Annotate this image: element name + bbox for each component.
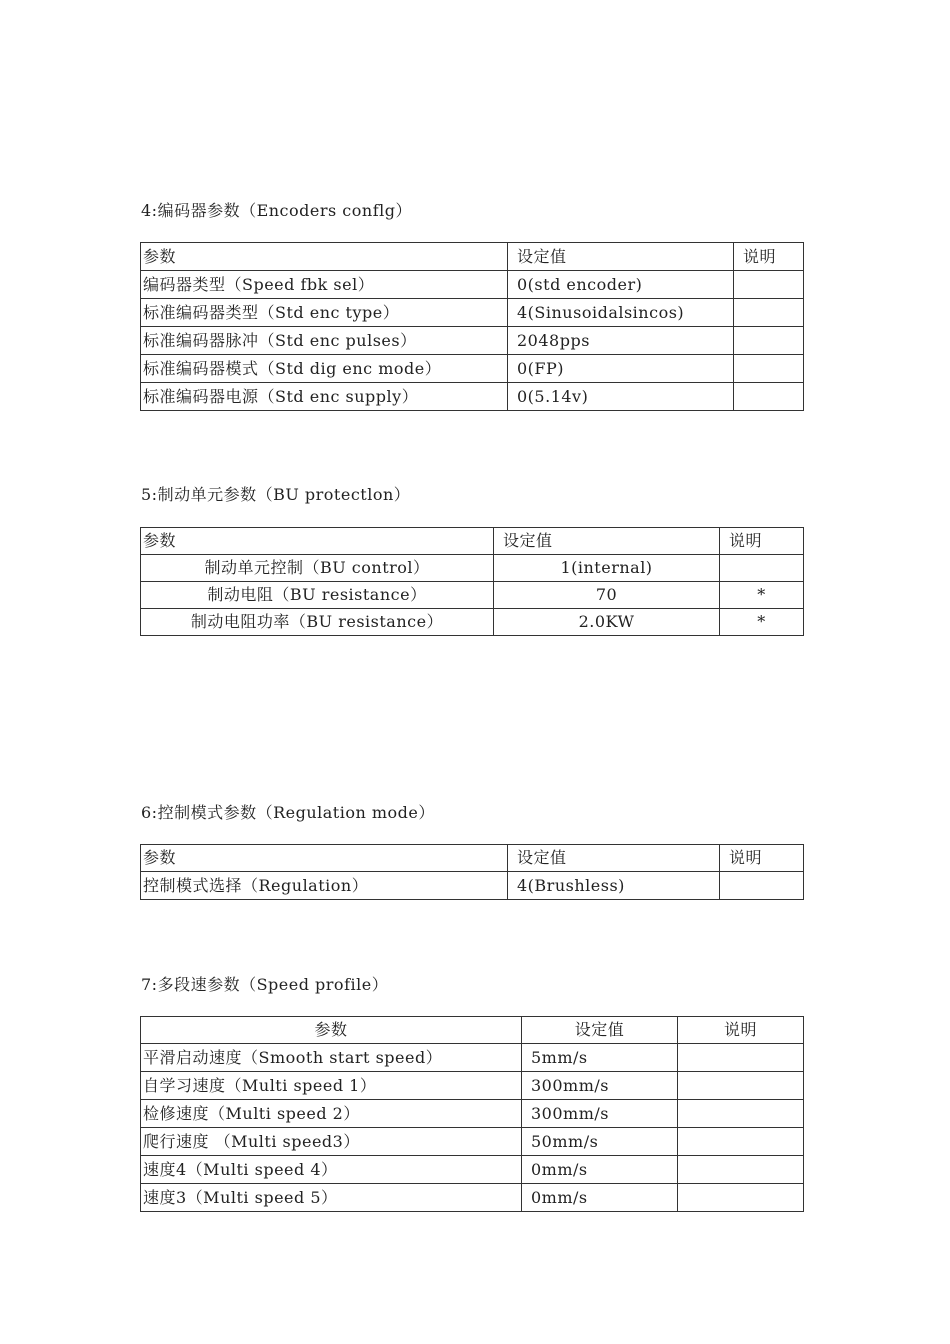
header-note: 说明 (720, 528, 804, 555)
param-cell: 速度4（Multi speed 4） (141, 1156, 522, 1184)
value-cell: 2048pps (508, 327, 734, 355)
table-row (141, 1100, 804, 1128)
section-7-heading: 7:多段速参数（Speed profile） (141, 975, 389, 994)
table-header-row (141, 845, 804, 872)
value-cell: 1(internal) (494, 555, 720, 582)
table-row (141, 1184, 804, 1212)
param-cell: 制动电阻（BU resistance） (141, 582, 494, 609)
param-cell: 速度3（Multi speed 5） (141, 1184, 522, 1212)
param-cell: 标准编码器类型（Std enc type） (141, 299, 508, 327)
note-cell (678, 1044, 804, 1072)
table-row (141, 1072, 804, 1100)
header-value: 设定值 (494, 528, 720, 555)
table-row (141, 1128, 804, 1156)
regulation-mode-table (140, 844, 804, 900)
header-note: 说明 (678, 1017, 804, 1044)
header-param: 参数 (141, 243, 508, 271)
table-row (141, 1156, 804, 1184)
header-note: 说明 (720, 845, 804, 872)
param-cell: 标准编码器电源（Std enc supply） (141, 383, 508, 411)
value-cell: 300mm/s (522, 1100, 678, 1128)
value-cell: 0mm/s (522, 1184, 678, 1212)
note-cell (720, 555, 804, 582)
header-value: 设定值 (508, 243, 734, 271)
brake-unit-params-table (140, 527, 804, 636)
value-cell: 4(Brushless) (508, 872, 720, 900)
note-cell (734, 383, 804, 411)
table-header-row (141, 1017, 804, 1044)
note-cell (734, 327, 804, 355)
param-cell: 控制模式选择（Regulation） (141, 872, 508, 900)
header-param: 参数 (141, 845, 508, 872)
table-row (141, 299, 804, 327)
encoder-params-table (140, 242, 804, 411)
header-note: 说明 (734, 243, 804, 271)
speed-profile-table (140, 1016, 804, 1212)
value-cell: 0(5.14v) (508, 383, 734, 411)
note-cell (734, 355, 804, 383)
value-cell: 300mm/s (522, 1072, 678, 1100)
section-4-heading: 4:编码器参数（Encoders conflg） (141, 201, 412, 220)
param-cell: 标准编码器模式（Std dig enc mode） (141, 355, 508, 383)
note-cell: * (720, 609, 804, 636)
param-cell: 编码器类型（Speed fbk sel） (141, 271, 508, 299)
section-6-heading: 6:控制模式参数（Regulation mode） (141, 803, 435, 822)
value-cell: 70 (494, 582, 720, 609)
param-cell: 自学习速度（Multi speed 1） (141, 1072, 522, 1100)
table-row (141, 872, 804, 900)
param-cell: 制动电阻功率（BU resistance） (141, 609, 494, 636)
note-cell (734, 299, 804, 327)
value-cell: 4(Sinusoidalsincos) (508, 299, 734, 327)
note-cell (678, 1156, 804, 1184)
header-param: 参数 (141, 1017, 522, 1044)
table-row (141, 1044, 804, 1072)
param-cell: 平滑启动速度（Smooth start speed） (141, 1044, 522, 1072)
note-cell (678, 1100, 804, 1128)
note-cell (678, 1072, 804, 1100)
header-param: 参数 (141, 528, 494, 555)
section-5-heading: 5:制动单元参数（BU protectlon） (141, 485, 411, 504)
param-cell: 检修速度（Multi speed 2） (141, 1100, 522, 1128)
param-cell: 制动单元控制（BU control） (141, 555, 494, 582)
table-row (141, 355, 804, 383)
note-cell (734, 271, 804, 299)
param-cell: 爬行速度 （Multi speed3） (141, 1128, 522, 1156)
table-row (141, 582, 804, 609)
value-cell: 0mm/s (522, 1156, 678, 1184)
param-cell: 标准编码器脉冲（Std enc pulses） (141, 327, 508, 355)
value-cell: 5mm/s (522, 1044, 678, 1072)
header-value: 设定值 (508, 845, 720, 872)
value-cell: 0(FP) (508, 355, 734, 383)
table-row (141, 327, 804, 355)
table-header-row (141, 243, 804, 271)
header-value: 设定值 (522, 1017, 678, 1044)
value-cell: 2.0KW (494, 609, 720, 636)
table-row (141, 271, 804, 299)
table-row (141, 383, 804, 411)
note-cell (720, 872, 804, 900)
value-cell: 50mm/s (522, 1128, 678, 1156)
note-cell (678, 1184, 804, 1212)
table-header-row (141, 528, 804, 555)
table-row (141, 555, 804, 582)
note-cell (678, 1128, 804, 1156)
note-cell: * (720, 582, 804, 609)
table-row (141, 609, 804, 636)
value-cell: 0(std encoder) (508, 271, 734, 299)
